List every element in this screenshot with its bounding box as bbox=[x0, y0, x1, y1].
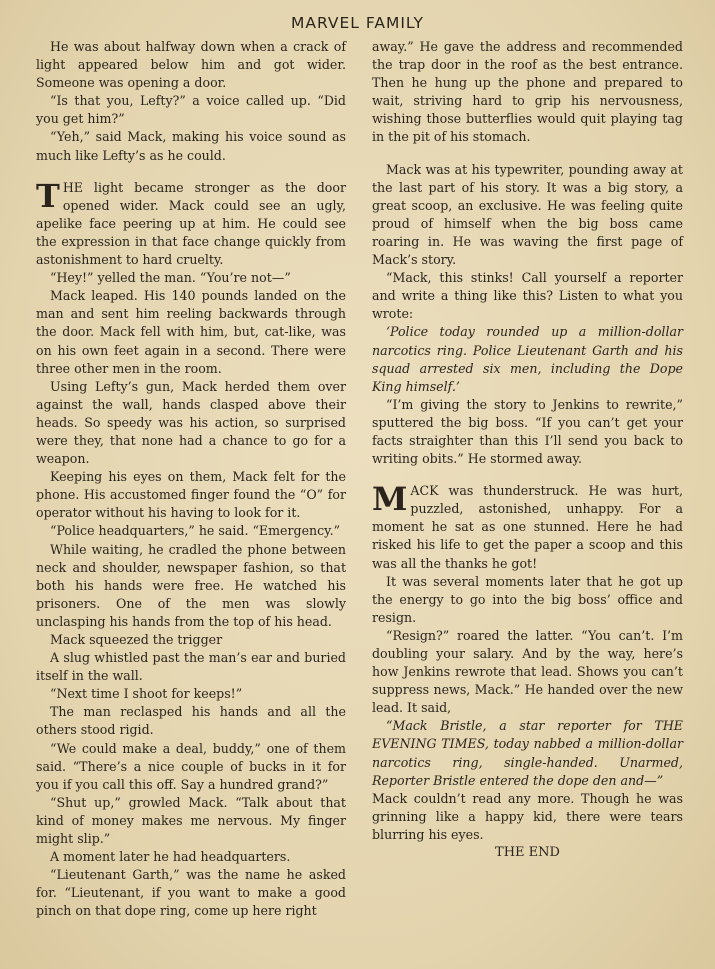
paragraph: “Hey!” yelled the man. “You’re not—” bbox=[50, 270, 291, 286]
paragraph: A slug whistled past the man’s ear and buried itself in the wall. bbox=[36, 650, 346, 684]
paragraph: It was several moments later that he got up the energy to go into the big boss’ office and resign. bbox=[372, 573, 683, 625]
paragraph: “Police headquarters,” he said. “Emergency.” bbox=[50, 523, 341, 539]
paragraph: Mack couldn’t read any more. Though he was grinning like a happy kid, there were tears blurring his eyes. bbox=[372, 790, 683, 842]
paragraph: “Resign?” roared the latter. “You can’t. I’m doubling your salary. And by the way, here’s how Jenkins rewrote that lead. Shows you can’t suppress news, Mack.” He handed over the new lead. It said, bbox=[372, 627, 683, 716]
paragraph: Using Lefty’s gun, Mack herded them over against the wall, hands clasped above their heads. So speedy was his action, so surprised were they, that none had a chance to go for a weapon. bbox=[36, 378, 346, 467]
paragraph: “Shut up,” growled Mack. “Talk about that kind of money makes me nervous. My finger might slip.” bbox=[36, 794, 346, 847]
dropcap-paragraph-text: ACK was thunderstruck. He was hurt, puzzled, astonished, unhappy. For a moment he sat as one stunned. Here he had risked his life to get the paper a scoop and this was all the thanks he got! bbox=[372, 483, 683, 571]
paragraph: A moment later he had headquarters. bbox=[50, 849, 291, 865]
dropcap-paragraph-text: HE light became stronger as the door opened wider. Mack could see an ugly, apelike face peering up at him. He could see the expression in that face change quickly from astonishment to hard cruelty. bbox=[36, 179, 346, 268]
dropcap-paragraph bbox=[36, 176, 346, 269]
paragraph: “Mack, this stinks! Call yourself a reporter and write a thing like this? Listen to what you wrote: bbox=[372, 270, 683, 322]
paragraph: Mack squeezed the trigger bbox=[50, 632, 223, 647]
page-header: MARVEL FAMILY bbox=[291, 14, 424, 32]
paragraph: Mack leaped. His 140 pounds landed on the man and sent him reeling backwards through the door. Mack fell with him, but, cat-like, was on his own feet again in a second. There were three other men in the room. bbox=[36, 288, 346, 376]
dropcap-paragraph bbox=[372, 482, 683, 572]
paragraph: “Next time I shoot for keeps!” bbox=[50, 686, 243, 702]
section-gap bbox=[372, 468, 683, 482]
quoted-lead: “Mack Bristle, a star reporter for THE EVENING TIMES, today nabbed a million-dollar narcotics ring, single-handed. Unarmed, Reporter Bristle entered the dope den and—” bbox=[372, 718, 683, 788]
paragraph: The man reclasped his hands and all the others stood rigid. bbox=[36, 704, 346, 738]
paragraph: “We could make a deal, buddy,” one of them said. “There’s a nice couple of bucks in it for you if you call this off. Say a hundred grand?” bbox=[36, 740, 346, 792]
section-gap bbox=[372, 147, 683, 161]
the-end-label: THE END bbox=[495, 845, 560, 861]
paragraph: away.” He gave the address and recommended the trap door in the roof as the best entrance. Then he hung up the phone and prepared to wait, striving hard to grip his nervousness, wishing those butterflies would quit playing tag in the pit of his stomach. bbox=[372, 39, 683, 145]
paragraph: “Lieutenant Garth,” was the name he asked for. “Lieutenant, if you want to make a good pinch on that dope ring, come up here right bbox=[36, 867, 346, 919]
dropcap-letter: M bbox=[372, 480, 407, 519]
paragraph: “Is that you, Lefty?” a voice called up. “Did you get him?” bbox=[36, 93, 346, 127]
paragraph: “I’m giving the story to Jenkins to rewrite,” sputtered the big boss. “If you can’t get your facts straighter than this I’ll send you back to writing obits.” He stormed away. bbox=[372, 396, 683, 467]
section-gap bbox=[36, 165, 346, 179]
paragraph: Mack was at his typewriter, pounding away at the last part of his story. It was a big story, a great scoop, an exclusive. He was feeling quite proud of himself when the big boss came roaring in. He was waving the first page of Mack’s story. bbox=[372, 161, 683, 268]
dropcap-letter: T bbox=[36, 176, 59, 215]
paragraph: While waiting, he cradled the phone between neck and shoulder, newspaper fashion, so that both his hands were free. He watched his prisoners. One of the men was slowly unclasping his hands from the top of his head. bbox=[36, 541, 346, 629]
right-column bbox=[372, 38, 683, 862]
left-column bbox=[36, 38, 346, 921]
paragraph: Keeping his eyes on them, Mack felt for the phone. His accustomed finger found the “O” for operator without his having to look for it. bbox=[36, 469, 346, 521]
paragraph: “Yeh,” said Mack, making his voice sound as much like Lefty’s as he could. bbox=[36, 129, 346, 163]
quoted-lead: ‘Police today rounded up a million-dollar narcotics ring. Police Lieutenant Garth and his squad arrested six men, including the Dope King himself.’ bbox=[372, 324, 683, 394]
paragraph: He was about halfway down when a crack of light appeared below him and got wider. Someone was opening a door. bbox=[36, 39, 346, 91]
